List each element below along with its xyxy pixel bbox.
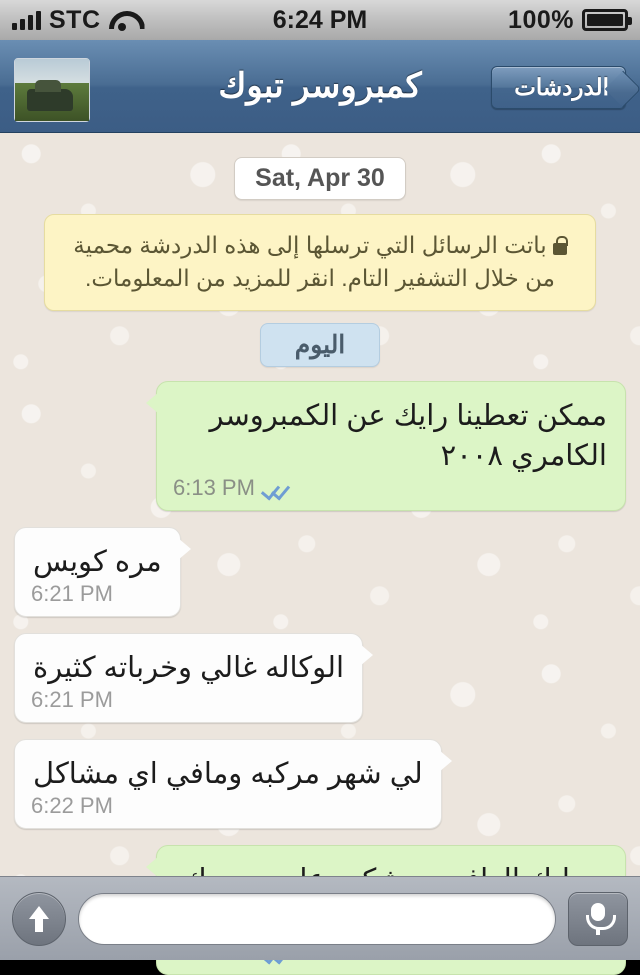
message-input-toolbar <box>0 876 640 960</box>
date-divider: Sat, Apr 30 <box>234 157 406 200</box>
battery-percent-label: 100% <box>508 5 574 34</box>
message-meta <box>31 791 113 821</box>
read-receipt-icon <box>263 481 289 497</box>
status-bar-right <box>508 6 628 35</box>
message-row <box>0 739 640 829</box>
carrier-label: STC <box>49 5 101 34</box>
message-text: ممكن تعطينا رايك عن الكمبروسر الكامري ٢٠٠٨ <box>209 399 607 472</box>
message-row <box>0 633 640 723</box>
message-time: 6:22 PM <box>31 793 113 819</box>
message-meta <box>31 579 113 609</box>
message-time: 6:21 PM <box>31 687 113 713</box>
status-bar <box>0 0 640 40</box>
message-row <box>0 527 640 617</box>
chat-transcript[interactable] <box>0 133 640 876</box>
message-time: 6:13 PM <box>173 475 255 501</box>
message-bubble-incoming[interactable] <box>14 633 363 723</box>
message-text: لي شهر مركبه ومافي اي مشاكل <box>33 757 423 790</box>
day-divider-row <box>0 323 640 367</box>
day-divider: اليوم <box>260 323 381 367</box>
message-text: الوكاله غالي وخرباته كثيرة <box>33 651 345 684</box>
battery-icon <box>582 9 628 31</box>
mic-stem <box>596 927 600 935</box>
navigation-bar <box>0 40 640 133</box>
encryption-notice-text: باتت الرسائل التي ترسلها إلى هذه الدردشة محمية من خلال التشفير التام. انقر للمزيد من المعلومات. <box>73 232 555 292</box>
attach-upload-icon[interactable] <box>12 892 66 946</box>
message-bubble-outgoing[interactable] <box>156 381 626 511</box>
status-bar-clock: 6:24 PM <box>272 5 368 34</box>
message-bubble-incoming[interactable] <box>14 527 181 617</box>
avatar-car <box>27 89 73 111</box>
message-text: مره كويس <box>33 545 162 578</box>
lock-icon <box>553 243 567 255</box>
message-meta <box>173 473 289 503</box>
conversation-title: كمبروسر تبوك <box>218 67 422 105</box>
message-row <box>0 381 640 511</box>
back-button-label: الدردشات <box>514 74 609 100</box>
message-time: 6:21 PM <box>31 581 113 607</box>
microphone-icon[interactable] <box>568 892 628 946</box>
message-input[interactable] <box>78 893 556 945</box>
contact-avatar[interactable] <box>14 58 90 122</box>
message-meta <box>31 685 113 715</box>
back-to-chats-button[interactable] <box>491 66 626 109</box>
encryption-notice[interactable] <box>44 214 596 311</box>
date-divider-row <box>0 157 640 200</box>
message-bubble-incoming[interactable] <box>14 739 442 829</box>
mic-arc <box>586 915 616 930</box>
